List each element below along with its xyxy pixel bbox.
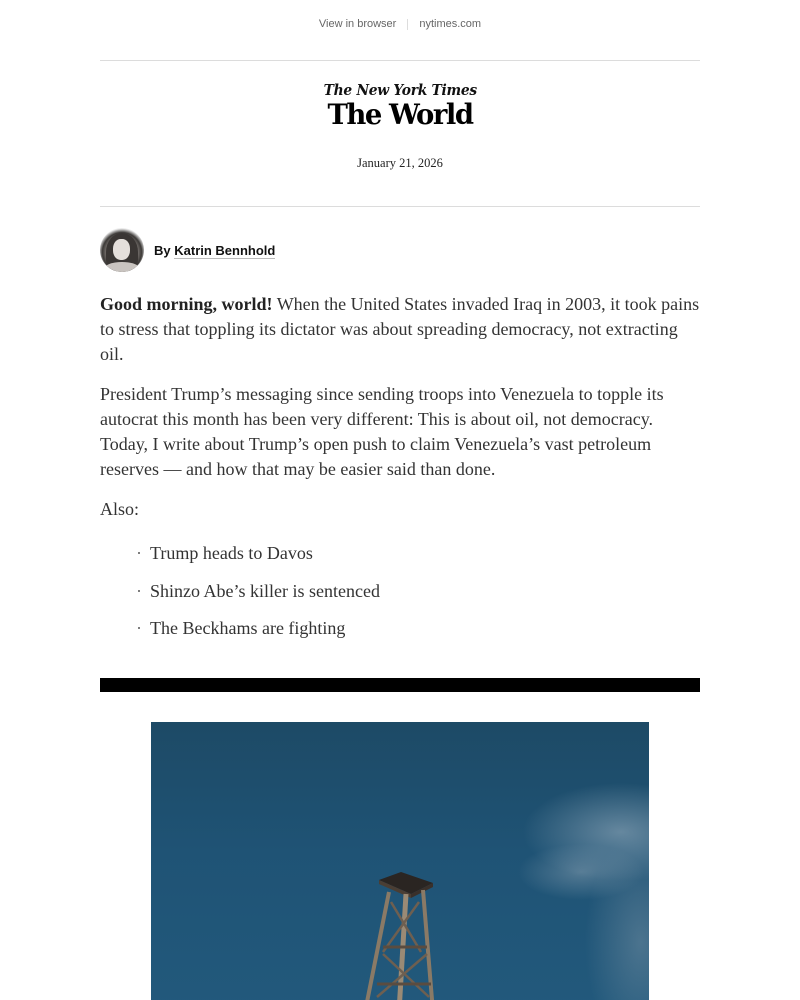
issue-date: January 21, 2026 <box>357 156 443 170</box>
greeting: Good morning, world! <box>100 294 273 314</box>
avatar-face <box>113 239 130 260</box>
paragraph-2: President Trump’s messaging since sending troops into Venezuela to topple its autocrat this month has been very different: This is about oil, not democracy. Today, I write about Trump’s open push to claim Venezuela’s vast petroleum reserves — and how that may be easier said than done. <box>100 384 664 479</box>
newsletter <box>100 0 700 1000</box>
nyt-logo[interactable]: The New York Times <box>323 81 477 99</box>
section-divider-bar <box>100 678 700 692</box>
lead-paragraph <box>100 292 700 367</box>
author-avatar <box>100 228 144 272</box>
lead-text: When the United States invaded Iraq in 2003, it took pains to stress that toppling its dictator was about spreading democracy, not extracting oil. <box>100 294 700 364</box>
also-list <box>100 537 700 650</box>
masthead <box>100 61 700 206</box>
oil-derrick-icon <box>151 722 649 1000</box>
top-links <box>100 0 700 49</box>
section-title: The World <box>327 98 473 131</box>
oil-derrick-photo[interactable] <box>151 722 649 1000</box>
list-item: Shinzo Abe’s killer is sentenced <box>136 575 700 613</box>
article-body <box>100 292 700 650</box>
masthead-divider <box>100 206 700 207</box>
byline-prefix: By <box>154 242 171 258</box>
author-link[interactable]: Katrin Bennhold <box>174 242 276 258</box>
byline <box>100 228 700 272</box>
list-item: The Beckhams are fighting <box>136 612 700 650</box>
byline-text <box>154 243 275 258</box>
link-separator <box>407 19 408 30</box>
nytimes-link[interactable]: nytimes.com <box>419 18 482 30</box>
view-in-browser-link[interactable]: View in browser <box>318 18 397 30</box>
list-item: Trump heads to Davos <box>136 537 700 575</box>
also-label: Also: <box>100 499 140 519</box>
avatar-shoulders <box>104 262 140 272</box>
